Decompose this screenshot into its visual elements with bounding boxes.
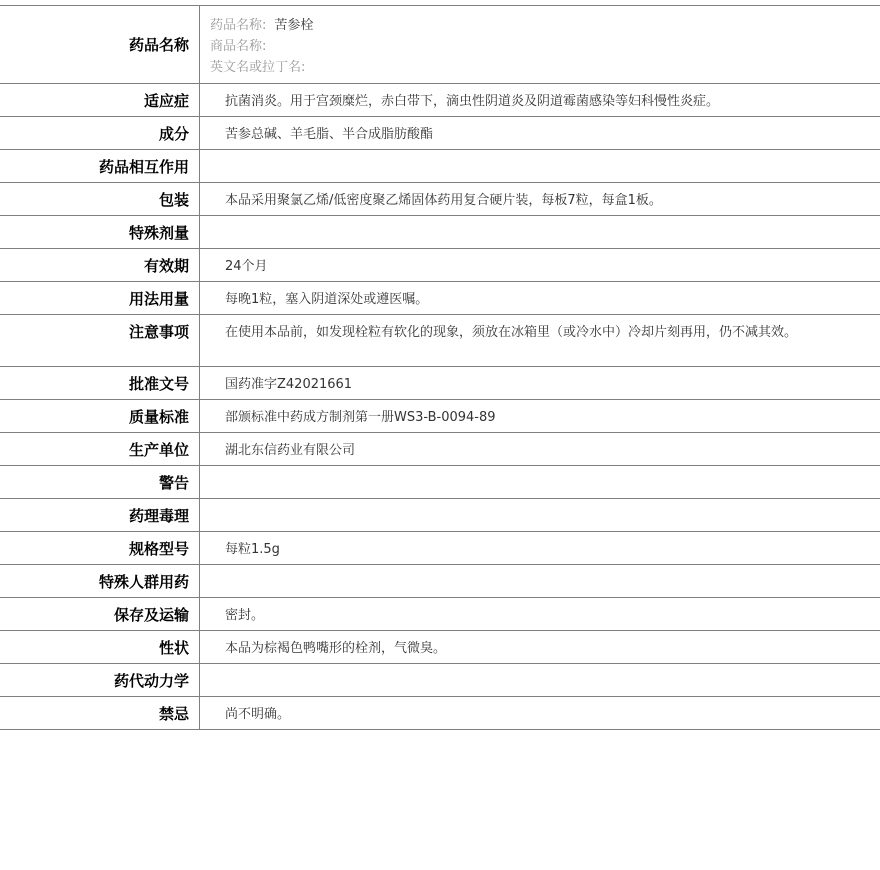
row-value: 抗菌消炎。用于宫颈糜烂，赤白带下，滴虫性阴道炎及阴道霉菌感染等妇科慢性炎症。 — [225, 94, 720, 109]
row-value — [200, 565, 880, 597]
row-approval-number — [0, 367, 880, 400]
row-label: 包装 — [0, 183, 200, 215]
row-value — [200, 150, 880, 182]
row-label: 药理毒理 — [0, 499, 200, 531]
row-usage — [0, 282, 880, 315]
row-label: 药品相互作用 — [0, 150, 200, 182]
row-packaging — [0, 183, 880, 216]
row-label: 药代动力学 — [0, 664, 200, 696]
row-label: 特殊人群用药 — [0, 565, 200, 597]
row-value: 24个月 — [225, 259, 268, 274]
drug-name-lines — [200, 6, 880, 83]
row-contraindications — [0, 697, 880, 730]
row-value — [200, 664, 880, 696]
row-label: 规格型号 — [0, 532, 200, 564]
name-key: 药品名称: — [210, 18, 267, 33]
row-shelf-life — [0, 249, 880, 282]
row-value: 部颁标准中药成方制剂第一册WS3-B-0094-89 — [225, 410, 496, 425]
row-value: 每粒1.5g — [225, 542, 280, 557]
row-value — [200, 499, 880, 531]
row-quality-standard — [0, 400, 880, 433]
row-label: 保存及运输 — [0, 598, 200, 630]
row-label: 成分 — [0, 117, 200, 149]
row-label: 用法用量 — [0, 282, 200, 314]
row-ingredients — [0, 117, 880, 150]
row-value: 湖北东信药业有限公司 — [225, 443, 356, 458]
row-value: 尚不明确。 — [225, 707, 291, 722]
name-value: 苦参栓 — [274, 18, 314, 33]
row-indications — [0, 84, 880, 117]
row-special-populations — [0, 565, 880, 598]
row-storage — [0, 598, 880, 631]
row-drug-name — [0, 6, 880, 84]
name-line-latin — [210, 57, 880, 78]
row-precautions — [0, 315, 880, 367]
row-label: 性状 — [0, 631, 200, 663]
row-value — [200, 216, 880, 248]
row-description — [0, 631, 880, 664]
drug-info-table — [0, 5, 880, 730]
row-label: 有效期 — [0, 249, 200, 281]
row-label: 生产单位 — [0, 433, 200, 465]
row-pharmacology — [0, 499, 880, 532]
name-line-trade — [210, 36, 880, 57]
row-label: 质量标准 — [0, 400, 200, 432]
row-label: 特殊剂量 — [0, 216, 200, 248]
name-key: 英文名或拉丁名: — [210, 60, 306, 75]
row-label: 警告 — [0, 466, 200, 498]
row-label: 药品名称 — [0, 6, 200, 83]
name-key: 商品名称: — [210, 39, 267, 54]
row-label: 适应症 — [0, 84, 200, 116]
row-interactions — [0, 150, 880, 183]
row-label: 批准文号 — [0, 367, 200, 399]
row-value: 本品采用聚氯乙烯/低密度聚乙烯固体药用复合硬片装，每板7粒，每盒1板。 — [225, 193, 662, 208]
row-label: 注意事项 — [0, 315, 200, 366]
name-line-generic — [210, 15, 880, 36]
row-warnings — [0, 466, 880, 499]
row-value: 每晚1粒，塞入阴道深处或遵医嘱。 — [225, 292, 429, 307]
row-value: 密封。 — [225, 608, 265, 623]
row-value: 苦参总碱、羊毛脂、半合成脂肪酸酯 — [225, 127, 434, 142]
row-pharmacokinetics — [0, 664, 880, 697]
row-specification — [0, 532, 880, 565]
row-label: 禁忌 — [0, 697, 200, 729]
row-value: 本品为棕褐色鸭嘴形的栓剂，气微臭。 — [225, 641, 447, 656]
row-value: 国药准字Z42021661 — [225, 377, 353, 392]
row-manufacturer — [0, 433, 880, 466]
row-special-dosage — [0, 216, 880, 249]
row-value: 在使用本品前，如发现栓粒有软化的现象，须放在冰箱里（或冷水中）冷却片刻再用，仍不减其效。 — [225, 325, 798, 340]
row-value — [200, 466, 880, 498]
